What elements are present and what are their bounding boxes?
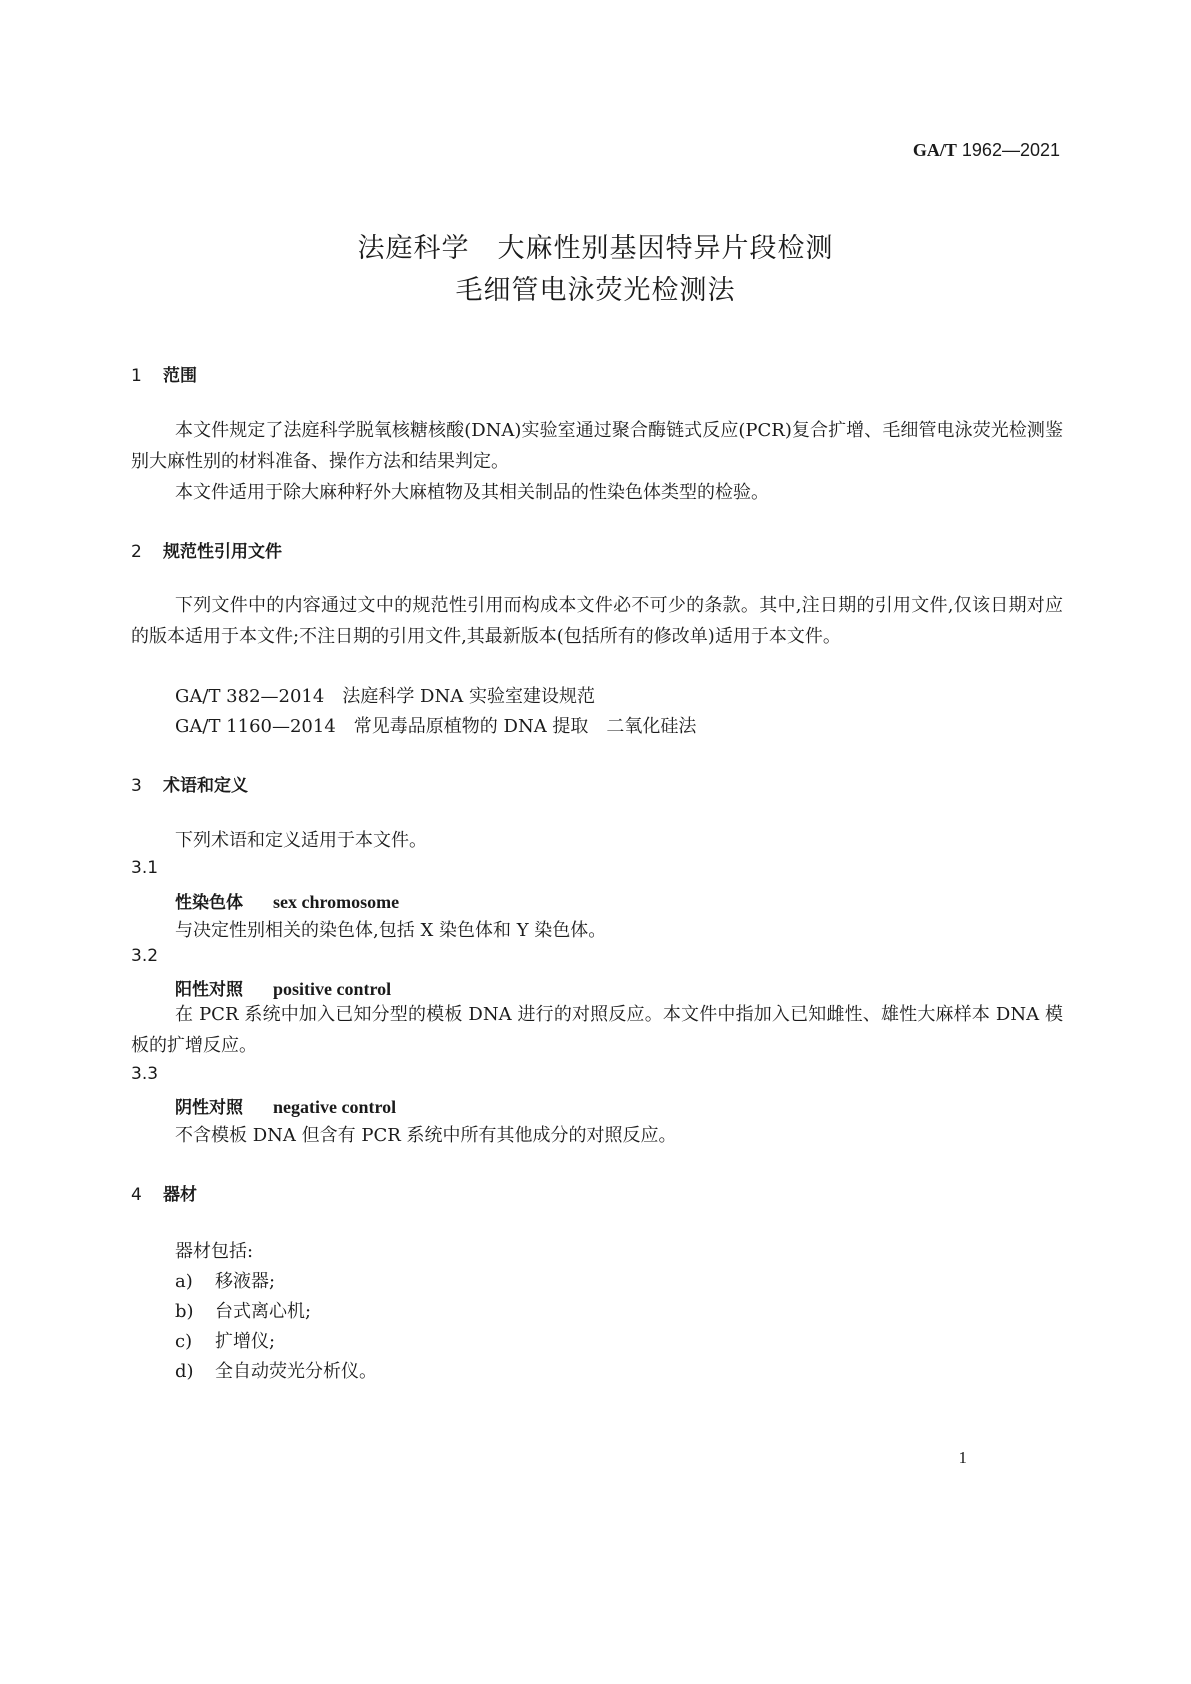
term-zh: 性染色体	[175, 893, 243, 913]
section-number: 1	[131, 366, 142, 386]
list-item-text: 扩增仪;	[215, 1331, 276, 1352]
list-item-tag: b)	[175, 1301, 194, 1322]
term-definition: 与决定性别相关的染色体,包括 X 染色体和 Y 染色体。	[175, 920, 607, 941]
list-item-text: 全自动荧光分析仪。	[215, 1361, 377, 1382]
list-item	[175, 1357, 377, 1383]
list-item-tag: d)	[175, 1361, 194, 1382]
term-number: 3.1	[131, 858, 159, 878]
term-heading	[175, 1093, 396, 1118]
list-item-text: 移液器;	[215, 1271, 276, 1292]
section-title: 术语和定义	[163, 776, 248, 796]
section-1-paragraph-2: 本文件适用于除大麻种籽外大麻植物及其相关制品的性染色体类型的检验。	[175, 482, 769, 503]
term-definition: 在 PCR 系统中加入已知分型的模板 DNA 进行的对照反应。本文件中指加入已知雌性、雄性大麻样本 DNA 模板的扩增反应。	[131, 1004, 1063, 1056]
standard-code	[913, 140, 1060, 161]
doc-title-line1: 法庭科学 大麻性别基因特异片段检测	[357, 233, 834, 264]
term-number: 3.3	[131, 1064, 159, 1084]
standard-prefix: GA/T	[912, 140, 957, 160]
section-number: 3	[131, 776, 142, 796]
term-en: negative control	[273, 1097, 397, 1117]
page-number: 1	[958, 1448, 967, 1467]
section-title: 范围	[163, 366, 197, 386]
term-en: positive control	[273, 979, 392, 999]
term-zh: 阴性对照	[175, 1098, 243, 1118]
standard-number: 1962—2021	[961, 140, 1060, 160]
term-zh: 阳性对照	[175, 980, 243, 1000]
section-4-intro: 器材包括:	[175, 1241, 254, 1262]
section-1-paragraph-1: 本文件规定了法庭科学脱氧核糖核酸(DNA)实验室通过聚合酶链式反应(PCR)复合扩增、毛细管电泳荧光检测鉴别大麻性别的材料准备、操作方法和结果判定。	[131, 420, 1063, 472]
section-3-heading	[131, 771, 248, 796]
section-1-heading	[131, 361, 197, 386]
section-number: 2	[131, 542, 142, 562]
list-item-tag: c)	[175, 1331, 193, 1352]
list-item	[175, 1327, 275, 1353]
section-title: 规范性引用文件	[163, 542, 282, 562]
list-item	[175, 1267, 275, 1293]
section-number: 4	[131, 1185, 142, 1205]
reference-2: GA/T 1160—2014 常见毒品原植物的 DNA 提取 二氧化硅法	[175, 716, 697, 737]
section-4-heading	[131, 1180, 197, 1205]
term-definition: 不含模板 DNA 但含有 PCR 系统中所有其他成分的对照反应。	[175, 1125, 677, 1146]
list-item	[175, 1297, 311, 1323]
reference-1: GA/T 382—2014 法庭科学 DNA 实验室建设规范	[175, 686, 595, 707]
term-heading	[175, 975, 391, 1000]
section-title: 器材	[163, 1185, 197, 1205]
term-en: sex chromosome	[273, 892, 400, 912]
section-2-heading	[131, 537, 282, 562]
doc-title-line2: 毛细管电泳荧光检测法	[455, 275, 736, 306]
term-heading	[175, 888, 399, 913]
term-number: 3.2	[131, 946, 159, 966]
list-item-text: 台式离心机;	[215, 1301, 312, 1322]
section-2-paragraph: 下列文件中的内容通过文中的规范性引用而构成本文件必不可少的条款。其中,注日期的引用文件,仅该日期对应的版本适用于本文件;不注日期的引用文件,其最新版本(包括所有的修改单)适用于本文件。	[131, 595, 1063, 647]
section-3-intro: 下列术语和定义适用于本文件。	[175, 830, 427, 851]
list-item-tag: a)	[175, 1271, 193, 1292]
